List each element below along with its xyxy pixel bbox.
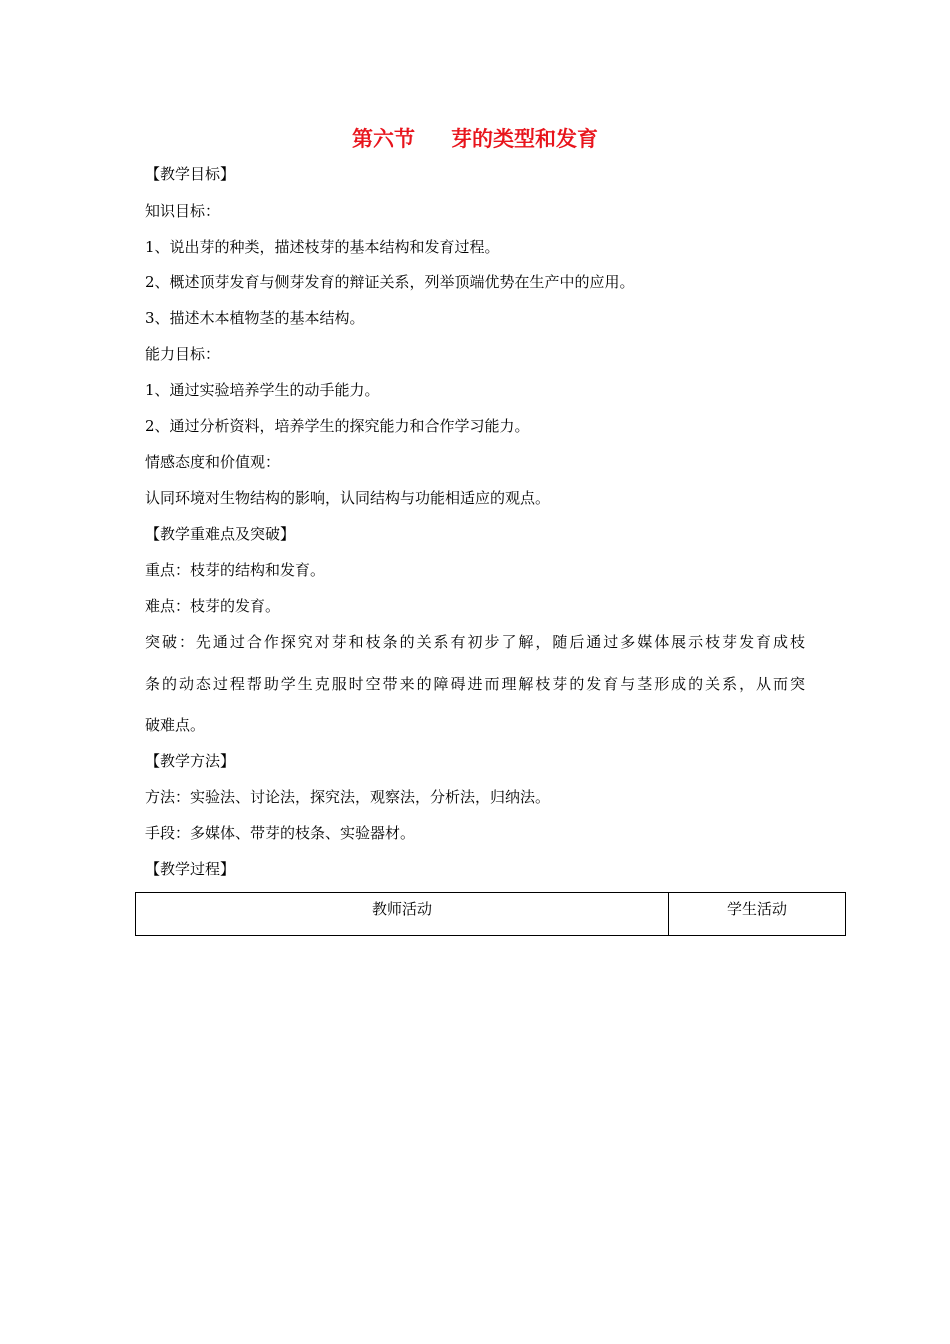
knowledge-objective-1: 1、说出芽的种类，描述枝芽的基本结构和发育过程。 bbox=[145, 238, 500, 256]
heading-objectives: 【教学目标】 bbox=[145, 165, 236, 183]
heading-key-points: 【教学重难点及突破】 bbox=[145, 525, 296, 543]
knowledge-objective-2: 2、概述顶芽发育与侧芽发育的辩证关系，列举顶端优势在生产中的应用。 bbox=[145, 273, 635, 291]
ability-objective-1: 1、通过实验培养学生的动手能力。 bbox=[145, 381, 380, 399]
section-number: 第六节 bbox=[352, 127, 415, 151]
breakthrough-line-3: 破难点。 bbox=[145, 716, 206, 734]
means-text: 手段：多媒体、带芽的枝条、实验器材。 bbox=[145, 824, 416, 842]
heading-methods: 【教学方法】 bbox=[145, 752, 236, 770]
ability-objectives-label: 能力目标： bbox=[145, 345, 221, 363]
attitude-values-text: 认同环境对生物结构的影响，认同结构与功能相适应的观点。 bbox=[145, 489, 551, 507]
breakthrough-line-1: 突破：先通过合作探究对芽和枝条的关系有初步了解，随后通过多媒体展示枝芽发育成枝 bbox=[145, 633, 805, 651]
key-point: 重点：枝芽的结构和发育。 bbox=[145, 561, 326, 579]
table-row bbox=[136, 893, 846, 936]
ability-objective-2: 2、通过分析资料，培养学生的探究能力和合作学习能力。 bbox=[145, 417, 530, 435]
page-title bbox=[0, 124, 950, 154]
knowledge-objectives-label: 知识目标： bbox=[145, 202, 221, 220]
attitude-values-label: 情感态度和价值观： bbox=[145, 453, 281, 471]
methods-text: 方法：实验法、讨论法，探究法，观察法，分析法，归纳法。 bbox=[145, 788, 551, 806]
heading-process: 【教学过程】 bbox=[145, 860, 236, 878]
section-title: 芽的类型和发育 bbox=[451, 127, 598, 151]
breakthrough-line-2: 条的动态过程帮助学生克服时空带来的障碍进而理解枝芽的发育与茎形成的关系，从而突 bbox=[145, 675, 805, 693]
knowledge-objective-3: 3、描述木本植物茎的基本结构。 bbox=[145, 309, 365, 327]
difficult-point: 难点：枝芽的发育。 bbox=[145, 597, 281, 615]
process-table bbox=[135, 892, 846, 936]
teacher-activity-header: 教师活动 bbox=[136, 893, 669, 936]
student-activity-header: 学生活动 bbox=[669, 893, 846, 936]
